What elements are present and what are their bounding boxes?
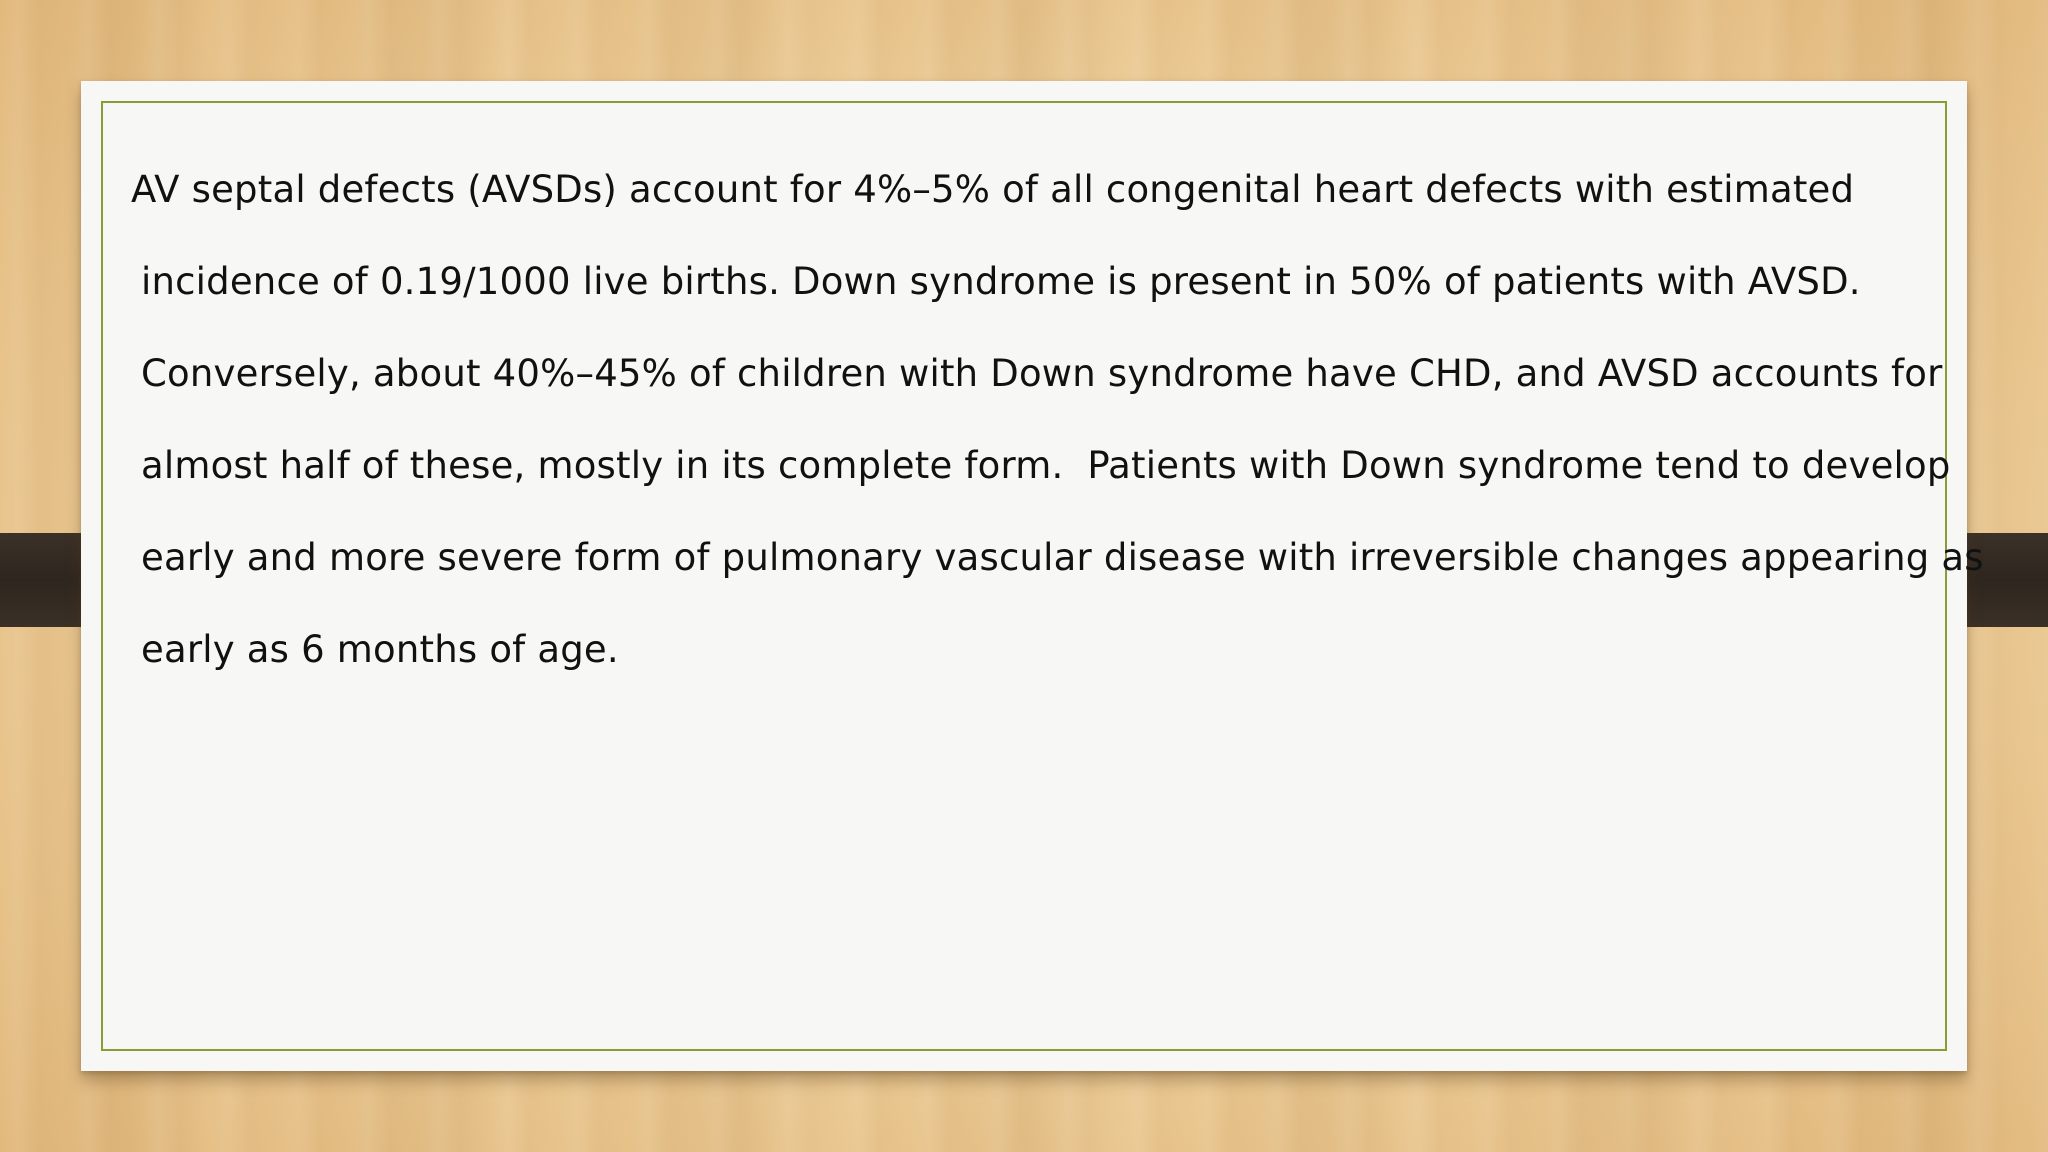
paragraph-line: incidence of 0.19/1000 live births. Down syndrome is present in 50% of patients with AVSD. [141,260,1861,303]
paragraph-line: AV septal defects (AVSDs) account for 4%–5% of all congenital heart defects with estimated [131,168,1855,211]
paragraph-line: almost half of these, mostly in its complete form. Patients with Down syndrome tend to develop [141,444,1951,487]
paragraph-line: Conversely, about 40%–45% of children with Down syndrome have CHD, and AVSD accounts for [141,352,1943,395]
paragraph-line: early and more severe form of pulmonary vascular disease with irreversible changes appearing as [141,536,1984,579]
slide-card [81,81,1984,1071]
slide-paragraph [131,144,1984,696]
paragraph-line: early as 6 months of age. [141,628,619,671]
